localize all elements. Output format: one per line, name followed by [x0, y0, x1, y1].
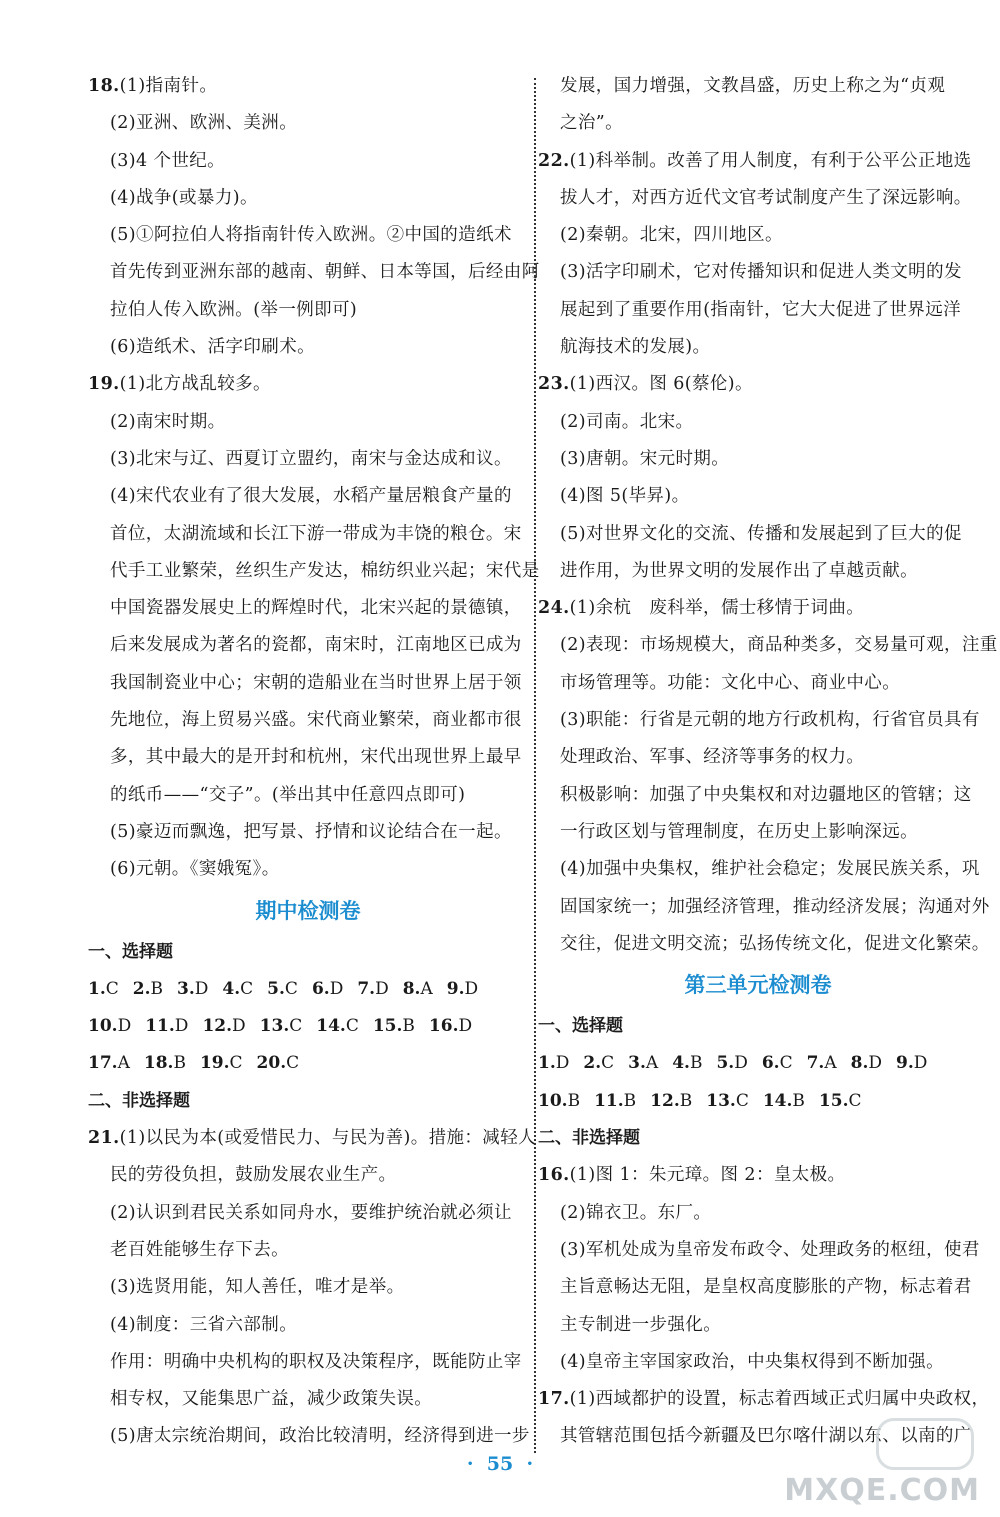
choice-answer	[257, 1045, 300, 1082]
answer-text: (4)制度：三省六部制。	[110, 1314, 298, 1335]
choice-answer	[145, 1008, 188, 1045]
answer-text: 处理政治、军事、经济等事务的权力。	[560, 747, 865, 768]
choice-letter: D	[174, 1016, 189, 1037]
answer-line	[88, 478, 528, 515]
answer-text: 拔人才，对西方近代文官考试制度产生了深远影响。	[560, 187, 972, 208]
choice-number: 8.	[850, 1053, 869, 1074]
answer-line	[538, 777, 978, 814]
answer-line	[88, 590, 528, 627]
answer-line	[88, 627, 528, 664]
answer-line	[538, 1195, 978, 1232]
answer-text: (3)唐朝。宋元时期。	[560, 448, 730, 469]
choice-letter: C	[345, 1016, 359, 1037]
answer-text: 之治”。	[560, 113, 624, 134]
page-number: · 55 ·	[466, 1453, 534, 1475]
answer-line	[538, 739, 978, 776]
answer-line	[88, 404, 528, 441]
choice-letter: D	[868, 1053, 883, 1074]
choice-number: 11.	[145, 1016, 175, 1037]
choice-letter: D	[555, 1053, 570, 1074]
answer-text: (5)豪迈而飘逸，把写景、抒情和议论结合在一起。	[110, 821, 512, 842]
answer-text: 交往，促进文明交流；弘扬传统文化，促进文化繁荣。	[560, 933, 990, 954]
question-number: 17.	[538, 1389, 570, 1410]
choice-number: 19.	[199, 1053, 230, 1074]
choice-letter: D	[458, 1016, 473, 1037]
choice-number: 17.	[88, 1053, 118, 1074]
answer-text: 首先传到亚洲东部的越南、朝鲜、日本等国，后经由阿	[110, 262, 540, 283]
choice-letter: D	[464, 978, 479, 999]
answer-text: 进作用，为世界文明的发展作出了卓越贡献。	[560, 560, 918, 581]
answer-text: 航海技术的发展)。	[560, 337, 711, 358]
answer-text: (2)南宋时期。	[110, 411, 226, 432]
choice-answer	[267, 971, 298, 1008]
answer-text: (3)职能：行省是元朝的地方行政机构，行省官员具有	[560, 710, 980, 731]
answer-text: (2)亚洲、欧洲、美洲。	[110, 113, 298, 134]
choice-letter: D	[194, 978, 209, 999]
section-heading: 一、选择题	[538, 1016, 623, 1037]
choice-number: 9.	[896, 1053, 914, 1074]
answer-text: 的纸币——“交子”。(举出其中任意四点即可)	[110, 784, 466, 805]
choice-letter: B	[792, 1090, 805, 1111]
answer-line	[538, 292, 978, 329]
choice-number: 14.	[762, 1090, 793, 1111]
choice-answer	[628, 1045, 658, 1082]
answer-line	[538, 814, 978, 851]
choice-number: 1.	[538, 1053, 556, 1074]
answer-text: (1)西域都护的设置，标志着西域正式归属中央政权，	[569, 1389, 990, 1410]
choice-letter: B	[150, 978, 164, 999]
answer-line	[88, 441, 528, 478]
answer-line	[88, 516, 528, 553]
right-column	[538, 68, 998, 1456]
choice-number: 15.	[372, 1016, 403, 1037]
answer-text: (2)锦衣卫。东厂。	[560, 1202, 712, 1223]
answer-text: (1)图 1：朱元璋。图 2：皇太极。	[569, 1165, 846, 1186]
choice-answers-row	[88, 1045, 528, 1082]
choice-letter: C	[240, 978, 254, 999]
answer-text: (2)司南。北宋。	[560, 411, 694, 432]
answer-line	[538, 702, 978, 739]
section-heading: 一、选择题	[88, 941, 173, 962]
answer-text: (1)余杭 废科举，儒士移情于词曲。	[569, 598, 865, 619]
answer-text: 拉伯人传入欧洲。(举一例即可)	[110, 299, 358, 320]
choice-answer	[373, 1008, 415, 1045]
question-number: 19.	[88, 374, 120, 395]
answer-text: 后来发展成为著名的瓷都，南宋时，江南地区已成为	[110, 635, 522, 656]
choice-number: 5.	[267, 978, 285, 999]
answer-text: 一行政区划与管理制度，在历史上影响深远。	[560, 821, 918, 842]
section-heading: 二、非选择题	[88, 1090, 190, 1111]
watermark	[780, 1418, 980, 1510]
choice-number: 3.	[177, 978, 195, 999]
answer-line	[538, 478, 978, 515]
answer-line	[88, 1381, 528, 1418]
choice-number: 13.	[706, 1090, 736, 1111]
choice-letter: A	[117, 1053, 130, 1074]
choice-letter: A	[824, 1053, 837, 1074]
answer-text: 中国瓷器发展史上的辉煌时代，北宋兴起的景德镇，	[110, 598, 522, 619]
answer-text: 多，其中最大的是开封和杭州，宋代出现世界上最早	[110, 747, 522, 768]
answer-line	[538, 627, 998, 664]
choice-answers-row	[88, 1008, 528, 1045]
choice-letter: C	[105, 978, 119, 999]
choice-answer	[851, 1045, 882, 1082]
choice-letter: B	[402, 1016, 415, 1037]
choice-answer	[222, 971, 253, 1008]
choice-number: 13.	[259, 1016, 290, 1037]
answer-text: 其管辖范围包括今新疆及巴尔喀什湖以东、以南的广	[560, 1426, 972, 1447]
answer-text: (5)唐太宗统治期间，政治比较清明，经济得到进一步	[110, 1426, 530, 1447]
answer-line	[88, 366, 528, 403]
choice-number: 7.	[806, 1053, 825, 1074]
answer-text: (1)指南针。	[119, 76, 218, 96]
answer-line	[88, 254, 540, 291]
answer-line	[538, 254, 978, 291]
answer-text: (3)选贤用能，知人善任，唯才是举。	[110, 1277, 405, 1298]
answer-text: (6)元朝。《窦娥冤》。	[110, 859, 280, 880]
answer-line	[538, 105, 978, 142]
choice-number: 14.	[316, 1016, 346, 1037]
choice-answer	[316, 1008, 359, 1045]
choice-letter: D	[913, 1053, 928, 1074]
choice-answer	[88, 1008, 131, 1045]
choice-answer	[594, 1083, 636, 1120]
answer-line	[88, 553, 540, 590]
answer-line	[538, 553, 978, 590]
answer-text: 市场管理等。功能：文化中心、商业中心。	[560, 672, 901, 693]
choice-letter: D	[117, 1016, 132, 1037]
question-number: 23.	[538, 374, 570, 395]
answer-line	[88, 105, 528, 142]
choice-answer	[260, 1008, 303, 1045]
answer-line	[538, 404, 978, 441]
choice-letter: B	[623, 1090, 637, 1111]
choice-letter: C	[735, 1090, 749, 1111]
choice-answer	[583, 1045, 614, 1082]
choice-answer	[88, 1045, 130, 1082]
choice-answer	[716, 1045, 747, 1082]
choice-answer	[447, 971, 478, 1008]
answer-line	[538, 590, 978, 627]
answer-line	[88, 1307, 528, 1344]
choice-number: 20.	[256, 1053, 287, 1074]
answer-line	[88, 1120, 536, 1157]
answer-text: 代手工业繁荣，丝织生产发达，棉纺织业兴起；宋代是	[110, 560, 540, 581]
choice-letter: B	[689, 1053, 703, 1074]
choice-letter: A	[645, 1053, 659, 1074]
column-divider	[534, 78, 536, 1453]
answer-text: (1)西汉。图 6(蔡伦)。	[569, 374, 753, 395]
answer-line	[538, 68, 978, 105]
answer-text: 首位，太湖流域和长江下游一带成为丰饶的粮仓。宋	[110, 523, 522, 544]
choice-letter: C	[601, 1053, 615, 1074]
choice-answer	[807, 1045, 837, 1082]
answer-line	[538, 366, 978, 403]
answer-text: (2)秦朝。北宋，四川地区。	[560, 225, 783, 246]
answer-line	[88, 68, 528, 105]
answer-line	[538, 851, 978, 888]
choice-number: 8.	[402, 978, 421, 999]
choice-answer	[312, 971, 343, 1008]
answer-text: (4)宋代农业有了很大发展，水稻产量居粮食产量的	[110, 486, 512, 507]
choice-letter: D	[329, 978, 344, 999]
answer-text: (3)活字印刷术，它对传播知识和促进人类文明的发	[560, 262, 962, 283]
question-number: 24.	[538, 598, 570, 619]
answer-text: 我国制瓷业中心；宋朝的造船业在当时世界上居于领	[110, 672, 522, 693]
choice-number: 2.	[132, 978, 151, 999]
answer-text: (1)以民为本(或爱惜民力、与民为善)。措施：减轻人	[119, 1128, 536, 1149]
choice-letter: D	[734, 1053, 748, 1074]
question-number: 18.	[88, 76, 120, 96]
choice-number: 9.	[446, 978, 465, 999]
choice-answer	[762, 1045, 793, 1082]
choice-answer	[133, 971, 163, 1008]
choice-letter: C	[229, 1053, 243, 1074]
choice-letter: C	[286, 1053, 300, 1074]
answer-line	[88, 1344, 528, 1381]
answer-line	[88, 814, 528, 851]
answer-line	[538, 1157, 978, 1194]
choice-answer	[144, 1045, 186, 1082]
answer-line	[538, 516, 978, 553]
choice-number: 6.	[761, 1053, 780, 1074]
answer-text: (1)科举制。改善了用人制度，有利于公平公正地选	[569, 150, 972, 171]
answer-line	[88, 665, 528, 702]
answer-line	[88, 1157, 528, 1194]
choice-letter: D	[375, 978, 389, 999]
answer-text: (4)加强中央集权，维护社会稳定；发展民族关系，巩	[560, 859, 980, 880]
choice-answer	[650, 1083, 692, 1120]
choice-number: 11.	[594, 1090, 624, 1111]
choice-letter: B	[567, 1090, 581, 1111]
choice-number: 12.	[650, 1090, 680, 1111]
choice-letter: D	[232, 1016, 246, 1037]
choice-number: 1.	[88, 978, 106, 999]
answer-text: 主专制进一步强化。	[560, 1314, 722, 1335]
choice-number: 5.	[716, 1053, 735, 1074]
answer-text: 先地位，海上贸易兴盛。宋代商业繁荣，商业都市很	[110, 710, 522, 731]
answer-line	[538, 889, 990, 926]
answer-text: 老百姓能够生存下去。	[110, 1239, 289, 1260]
answer-text: (2)表现：市场规模大，商品种类多，交易量可观，注重	[560, 635, 998, 656]
choice-answer	[177, 971, 208, 1008]
answer-line	[88, 143, 528, 180]
section-heading: 二、非选择题	[538, 1128, 640, 1149]
choice-letter: B	[173, 1053, 186, 1074]
answer-text: 民的劳役负担，鼓励发展农业生产。	[110, 1165, 397, 1186]
answer-text: (4)皇帝主宰国家政治，中央集权得到不断加强。	[560, 1351, 944, 1372]
answer-line	[538, 1269, 978, 1306]
choice-answer	[672, 1045, 702, 1082]
answer-line	[88, 777, 528, 814]
choice-number: 2.	[583, 1053, 602, 1074]
answer-line	[538, 1381, 990, 1418]
answer-line	[538, 441, 978, 478]
question-number: 22.	[538, 150, 570, 171]
choice-answer	[538, 1083, 580, 1120]
answer-text: (3)4 个世纪。	[110, 150, 226, 171]
answer-text: (2)认识到君民关系如同舟水，要维护统治就必须让	[110, 1202, 512, 1223]
choice-number: 4.	[672, 1053, 690, 1074]
answer-text: 主旨意畅达无阻，是皇权高度膨胀的产物，标志着君	[560, 1277, 972, 1298]
choice-answers-row	[538, 1045, 978, 1082]
answer-line	[538, 180, 978, 217]
answer-line	[538, 1307, 978, 1344]
question-number: 16.	[538, 1165, 570, 1186]
answer-line	[88, 1195, 528, 1232]
answer-text: 发展，国力增强，文教昌盛，历史上称之为“贞观	[560, 76, 946, 96]
choice-answer	[538, 1045, 569, 1082]
choice-number: 6.	[311, 978, 330, 999]
answer-text: 积极影响：加强了中央集权和对边疆地区的管辖；这	[560, 784, 972, 805]
answer-line	[88, 1269, 528, 1306]
answer-line	[538, 926, 990, 963]
choice-answer	[200, 1045, 243, 1082]
answer-text: 固国家统一；加强经济管理，推动经济发展；沟通对外	[560, 896, 990, 917]
answer-line	[88, 1418, 528, 1455]
choice-number: 4.	[222, 978, 241, 999]
answer-line	[88, 702, 528, 739]
choice-number: 3.	[628, 1053, 646, 1074]
answer-line	[88, 1232, 528, 1269]
answer-line	[538, 1232, 978, 1269]
answer-text: (5)①阿拉伯人将指南针传入欧洲。②中国的造纸术	[110, 225, 512, 246]
choice-answers-row	[538, 1083, 978, 1120]
choice-answer	[88, 971, 119, 1008]
choice-number: 15.	[818, 1090, 849, 1111]
watermark-badge-icon	[876, 1418, 974, 1470]
choice-number: 7.	[357, 978, 376, 999]
choice-number: 18.	[143, 1053, 174, 1074]
choice-letter: C	[779, 1053, 793, 1074]
answer-text: 相专权，又能集思广益，减少政策失误。	[110, 1389, 433, 1410]
answer-text: (3)北宋与辽、西夏订立盟约，南宋与金达成和议。	[110, 448, 512, 469]
choice-answers-row	[88, 971, 528, 1008]
section-title-midterm: 期中检测卷	[255, 898, 361, 923]
answer-line	[538, 665, 978, 702]
answer-text: 作用：明确中央机构的职权及决策程序，既能防止宰	[110, 1351, 522, 1372]
answer-line	[88, 217, 528, 254]
answer-line	[88, 739, 528, 776]
answer-line	[88, 180, 528, 217]
choice-answer	[706, 1083, 749, 1120]
watermark-text: MXQE.COM	[784, 1473, 980, 1508]
choice-letter: C	[289, 1016, 303, 1037]
choice-answer	[896, 1045, 927, 1082]
answer-line	[538, 217, 978, 254]
choice-letter: A	[420, 978, 433, 999]
left-column	[88, 68, 540, 1456]
choice-number: 10.	[88, 1016, 118, 1037]
answer-line	[538, 143, 978, 180]
choice-answer	[763, 1083, 805, 1120]
answer-line	[88, 851, 528, 888]
answer-text: (4)图 5(毕昇)。	[560, 486, 690, 507]
answer-text: 展起到了重要作用(指南针，它大大促进了世界远洋	[560, 299, 962, 320]
answer-text: (1)北方战乱较多。	[119, 374, 271, 395]
choice-number: 16.	[428, 1016, 459, 1037]
answer-line	[538, 329, 978, 366]
answer-line	[88, 329, 528, 366]
choice-answer	[819, 1083, 862, 1120]
choice-letter: B	[679, 1090, 693, 1111]
choice-answer	[403, 971, 433, 1008]
choice-number: 12.	[202, 1016, 233, 1037]
choice-answer	[357, 971, 388, 1008]
choice-letter: C	[848, 1090, 862, 1111]
choice-letter: C	[284, 978, 298, 999]
choice-number: 10.	[538, 1090, 568, 1111]
answer-line	[88, 292, 528, 329]
answer-line	[538, 1344, 978, 1381]
answer-text: (5)对世界文化的交流、传播和发展起到了巨大的促	[560, 523, 962, 544]
answer-text: (4)战争(或暴力)。	[110, 187, 258, 208]
question-number: 21.	[88, 1128, 120, 1149]
section-title-unit3: 第三单元检测卷	[684, 973, 832, 998]
choice-answer	[202, 1008, 245, 1045]
answer-text: (6)造纸术、活字印刷术。	[110, 337, 315, 358]
answer-text: (3)军机处成为皇帝发布政令、处理政务的枢纽，使君	[560, 1239, 980, 1260]
choice-answer	[429, 1008, 472, 1045]
